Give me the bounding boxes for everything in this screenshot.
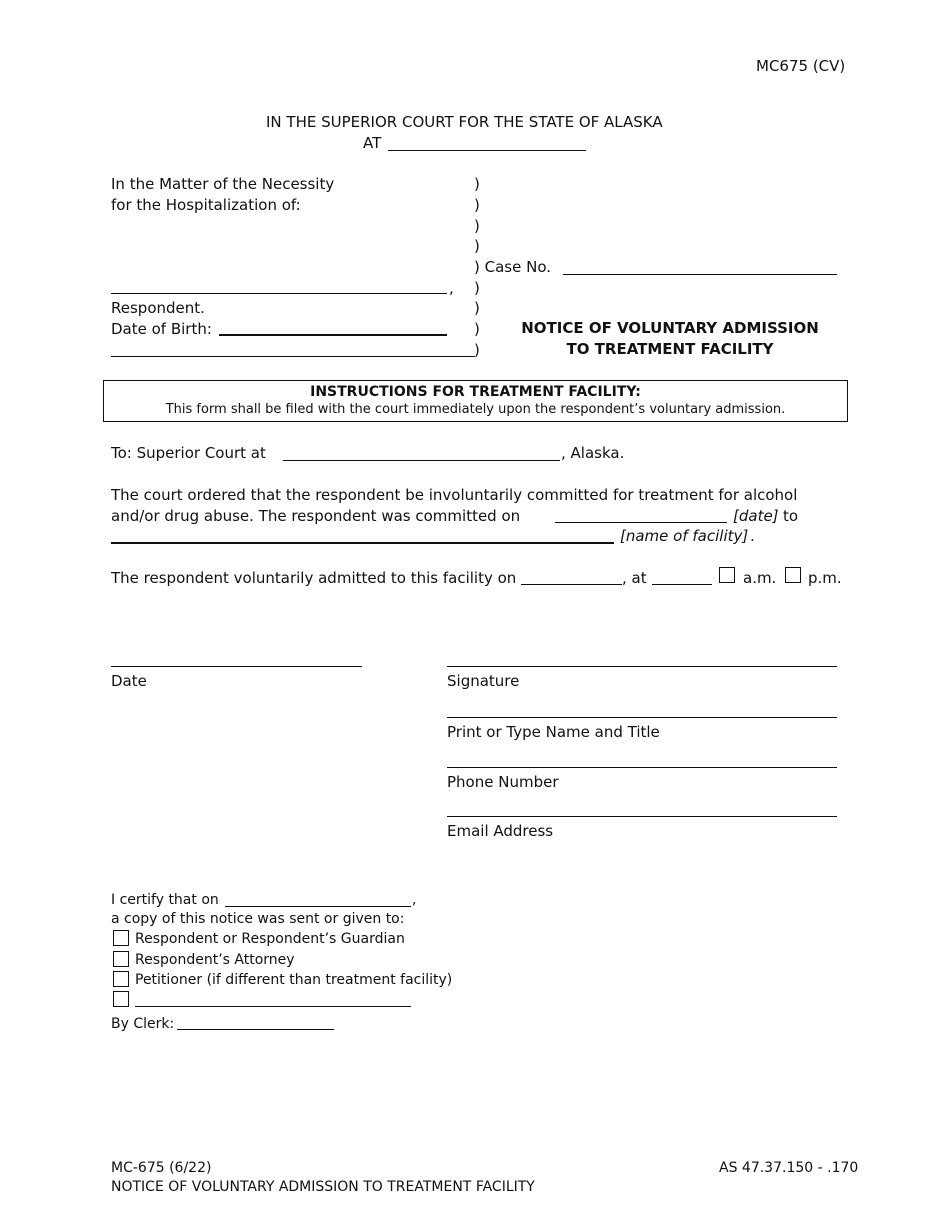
respondent-guardian-label: Respondent or Respondent’s Guardian [135, 931, 405, 947]
respondent-name-field[interactable] [111, 293, 447, 294]
by-clerk-label: By Clerk: [111, 1016, 175, 1032]
caption-paren: ) [474, 279, 480, 297]
dob-field[interactable] [219, 334, 447, 336]
respondent-name-comma: , [449, 279, 454, 297]
phone-label: Phone Number [447, 773, 559, 791]
certify-label: I certify that on [111, 892, 219, 908]
am-label: a.m. [743, 569, 777, 587]
respondent-attorney-label: Respondent’s Attorney [135, 952, 295, 968]
matter-line-2: for the Hospitalization of: [111, 196, 301, 214]
clerk-field[interactable] [177, 1029, 334, 1030]
alaska-suffix: , Alaska. [561, 444, 625, 462]
signature-label: Signature [447, 672, 520, 690]
court-heading: IN THE SUPERIOR COURT FOR THE STATE OF ALASKA [266, 113, 663, 131]
instructions-text: This form shall be filed with the court immediately upon the respondent’s voluntary admission. [165, 402, 786, 417]
caption-paren: ) [474, 175, 480, 193]
petitioner-label: Petitioner (if different than treatment facility) [135, 972, 453, 988]
court-at-label: AT [363, 134, 382, 152]
other-recipient-checkbox[interactable] [113, 991, 129, 1007]
admit-at-label: , at [622, 569, 647, 587]
caption-paren: ) [474, 217, 480, 235]
caption-bottom-rule [111, 356, 475, 357]
facility-period: . [750, 527, 755, 545]
respondent-guardian-checkbox[interactable] [113, 930, 129, 946]
respondent-attorney-checkbox[interactable] [113, 951, 129, 967]
document-title [500, 318, 840, 360]
date-hint: [date] [733, 507, 779, 525]
dob-label: Date of Birth: [111, 320, 212, 338]
email-label: Email Address [447, 822, 554, 840]
other-recipient-field[interactable] [135, 1006, 411, 1007]
copy-sent-label: a copy of this notice was sent or given to: [111, 911, 405, 927]
case-no-label: ) Case No. [474, 258, 551, 276]
facility-hint: [name of facility] [620, 527, 749, 545]
certify-date-field[interactable] [225, 906, 411, 907]
email-field[interactable] [447, 816, 837, 817]
matter-line-1: In the Matter of the Necessity [111, 175, 335, 193]
title-line-2: TO TREATMENT FACILITY [566, 340, 774, 358]
caption-paren: ) [474, 196, 480, 214]
para1-line-1: The court ordered that the respondent be involuntarily committed for treatment for alcohol [111, 486, 798, 504]
to-court-label: To: Superior Court at [111, 444, 266, 462]
phone-field[interactable] [447, 767, 837, 768]
facility-name-field[interactable] [111, 542, 614, 544]
footer-statute: AS 47.37.150 - .170 [719, 1160, 859, 1176]
caption-paren: ) [474, 237, 480, 255]
name-title-label: Print or Type Name and Title [447, 723, 660, 741]
caption-paren: ) [474, 299, 480, 317]
petitioner-checkbox[interactable] [113, 971, 129, 987]
footer-form-id: MC-675 (6/22) [111, 1160, 212, 1176]
admit-label: The respondent voluntarily admitted to this facility on [111, 569, 517, 587]
certify-comma: , [412, 892, 417, 908]
respondent-label: Respondent. [111, 299, 205, 317]
admit-date-field[interactable] [521, 584, 622, 585]
footer-form-name: NOTICE OF VOLUNTARY ADMISSION TO TREATMENT FACILITY [111, 1179, 535, 1195]
title-line-1: NOTICE OF VOLUNTARY ADMISSION [521, 319, 819, 337]
name-title-field[interactable] [447, 717, 837, 718]
am-checkbox[interactable] [719, 567, 735, 583]
pm-checkbox[interactable] [785, 567, 801, 583]
admit-time-field[interactable] [652, 584, 712, 585]
caption-paren: ) [474, 341, 480, 359]
pm-label: p.m. [808, 569, 842, 587]
court-location-input[interactable] [283, 460, 560, 461]
para1-line-2: and/or drug abuse. The respondent was committed on [111, 507, 521, 525]
instructions-heading: INSTRUCTIONS FOR TREATMENT FACILITY: [310, 384, 641, 400]
case-no-field[interactable] [563, 274, 837, 275]
form-code: MC675 (CV) [756, 57, 846, 75]
court-location-field[interactable] [388, 150, 586, 151]
date-signature-field[interactable] [111, 666, 362, 667]
signature-field[interactable] [447, 666, 837, 667]
date-label: Date [111, 672, 147, 690]
commit-date-field[interactable] [555, 522, 727, 523]
instructions-box [103, 380, 848, 422]
caption-paren: ) [474, 320, 480, 338]
to-word: to [783, 507, 799, 525]
